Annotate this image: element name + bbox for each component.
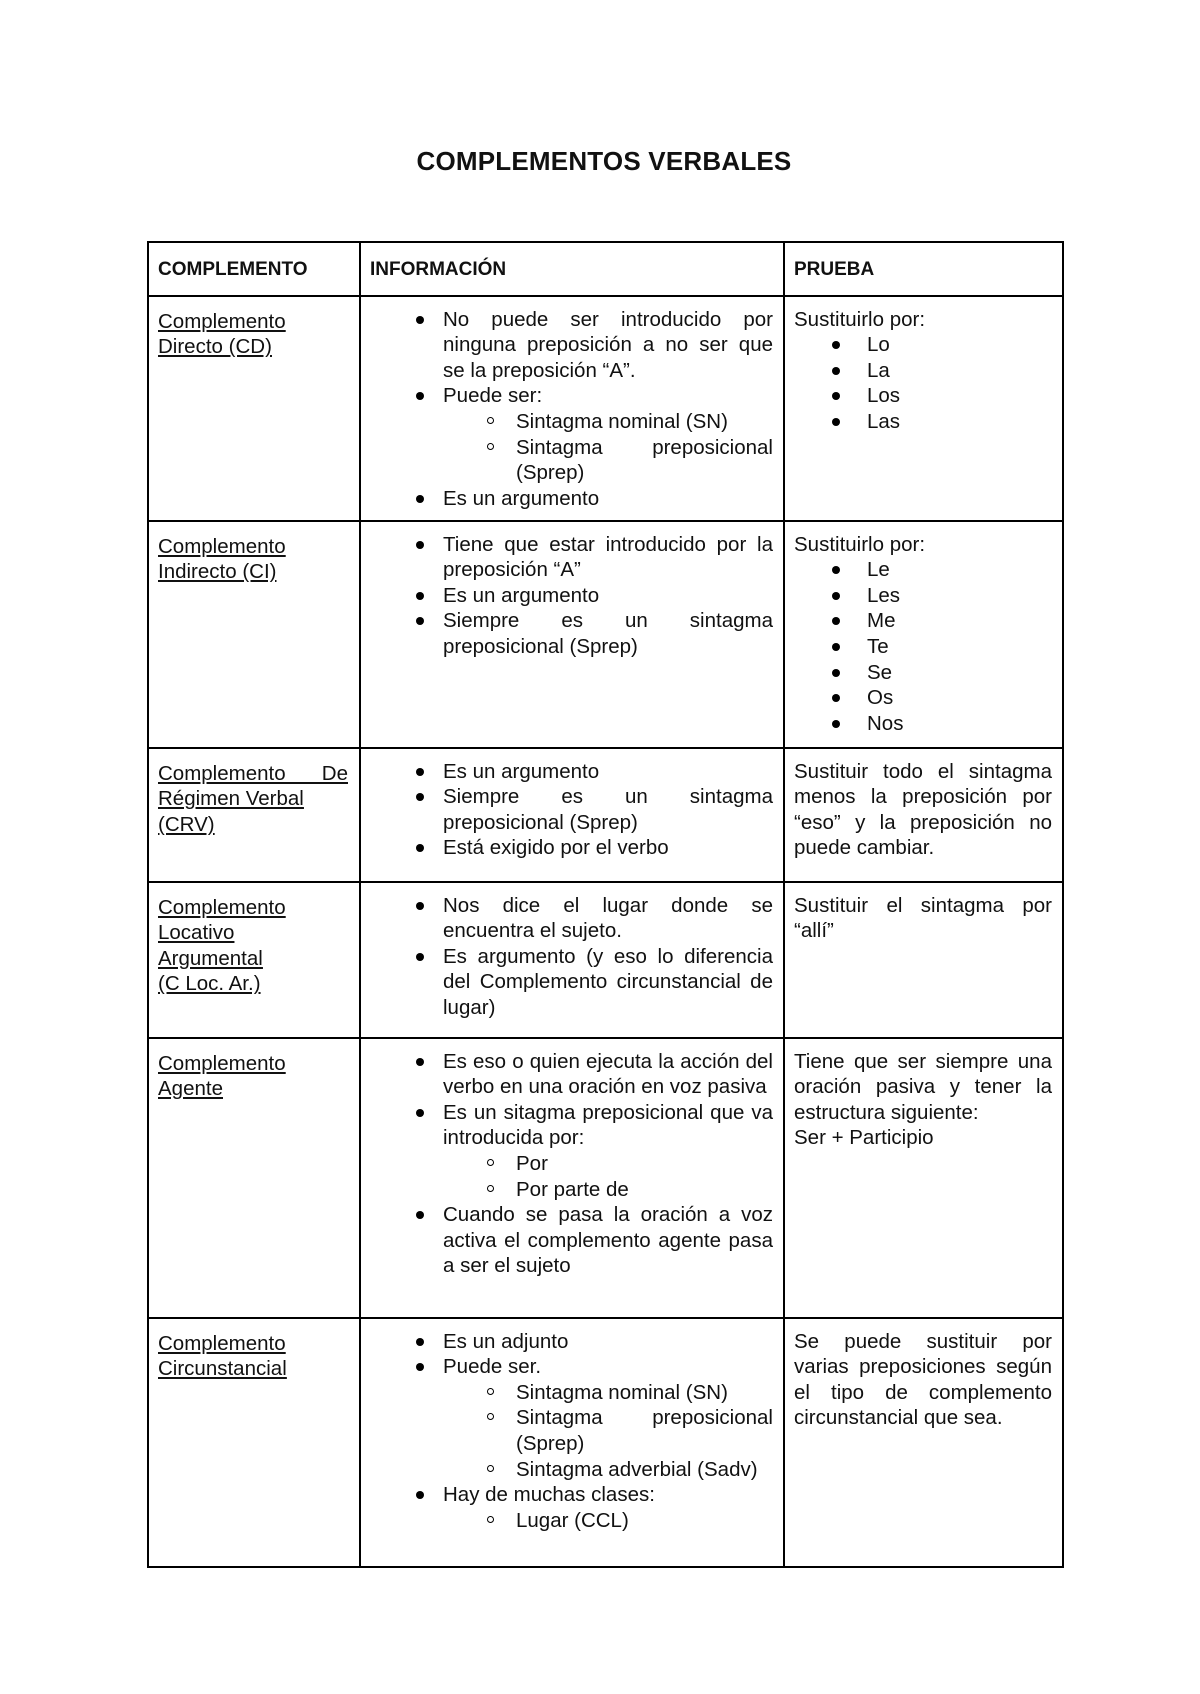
list-item: Es un argumento <box>370 759 773 785</box>
info-cell <box>360 521 784 748</box>
list-item: Las <box>794 409 1052 435</box>
list-item: Es argumento (y eso lo diferencia del Complemento circunstancial de lugar) <box>370 944 773 1021</box>
list-item: Os <box>794 685 1052 711</box>
table-row <box>148 882 1063 1038</box>
list-item: Los <box>794 383 1052 409</box>
complement-name: Complemento De Régimen Verbal (CRV) <box>158 761 348 836</box>
sub-list-item: Sintagma nominal (SN) <box>370 409 773 435</box>
info-cell <box>360 882 784 1038</box>
list-item: Te <box>794 634 1052 660</box>
list-item: Es un argumento <box>370 486 773 512</box>
header-complemento: COMPLEMENTO <box>148 242 360 296</box>
prueba-text: Sustituirlo por: <box>794 307 926 331</box>
table-row <box>148 296 1063 521</box>
list-item: Es un sitagma preposicional que va introducida por: Por Por parte de <box>370 1100 773 1202</box>
sub-list-item: Sintagma nominal (SN) <box>370 1380 773 1406</box>
prueba-cell <box>784 882 1063 1038</box>
prueba-list <box>794 557 1052 736</box>
info-list <box>370 532 773 660</box>
info-cell <box>360 296 784 521</box>
complement-name: Complemento Circunstancial <box>158 1331 287 1381</box>
list-item: Le <box>794 557 1052 583</box>
table-row <box>148 1038 1063 1318</box>
list-item: Está exigido por el verbo <box>370 835 773 861</box>
table-row <box>148 1318 1063 1567</box>
list-item: Les <box>794 583 1052 609</box>
info-cell <box>360 748 784 882</box>
page-title: COMPLEMENTOS VERBALES <box>416 146 792 176</box>
table-header-row <box>148 242 1063 296</box>
list-item: Tiene que estar introducido por la preposición “A” <box>370 532 773 583</box>
prueba-text: Sustituir todo el sintagma menos la preposición por “eso” y la preposición no puede cambiar. <box>794 759 1052 860</box>
list-item: Siempre es un sintagma preposicional (Sprep) <box>370 608 773 659</box>
info-list <box>370 307 773 512</box>
prueba-cell <box>784 748 1063 882</box>
info-list <box>370 759 773 861</box>
complement-name-cell <box>148 521 360 748</box>
prueba-cell <box>784 1038 1063 1318</box>
complement-name: Complemento Agente <box>158 1051 286 1101</box>
header-prueba: PRUEBA <box>784 242 1063 296</box>
list-item: Nos dice el lugar donde se encuentra el sujeto. <box>370 893 773 944</box>
info-cell <box>360 1318 784 1567</box>
table-row <box>148 521 1063 748</box>
prueba-list <box>794 332 1052 434</box>
sub-list-item: Sintagma preposicional (Sprep) <box>370 1405 773 1456</box>
info-list <box>370 893 773 1021</box>
list-item: Hay de muchas clases: Lugar (CCL) <box>370 1482 773 1533</box>
sub-list <box>370 1508 773 1534</box>
info-list <box>370 1049 773 1279</box>
list-item: Cuando se pasa la oración a voz activa el complemento agente pasa a ser el sujeto <box>370 1202 773 1279</box>
sub-list-item: Sintagma adverbial (Sadv) <box>370 1457 773 1483</box>
sub-list <box>370 409 773 486</box>
complement-name-cell <box>148 748 360 882</box>
prueba-text: Tiene que ser siempre una oración pasiva y tener la estructura siguiente: <box>794 1049 1052 1124</box>
complement-name-cell <box>148 882 360 1038</box>
table-row <box>148 748 1063 882</box>
complement-name-cell <box>148 296 360 521</box>
list-item: Puede ser. Sintagma nominal (SN) Sintagma preposicional (Sprep) Sintagma adverbial (Sadv) <box>370 1354 773 1482</box>
sub-list <box>370 1151 773 1202</box>
complement-name: Complemento Locativo Argumental (C Loc. Ar.) <box>158 895 286 996</box>
list-item: Es eso o quien ejecuta la acción del verbo en una oración en voz pasiva <box>370 1049 773 1100</box>
sub-list-item: Lugar (CCL) <box>370 1508 773 1534</box>
info-cell <box>360 1038 784 1318</box>
list-item: Es un argumento <box>370 583 773 609</box>
complementos-table <box>147 241 1064 1568</box>
header-informacion: INFORMACIÓN <box>360 242 784 296</box>
complement-name: Complemento Directo (CD) <box>158 309 286 359</box>
list-item: Se <box>794 660 1052 686</box>
sub-list <box>370 1380 773 1482</box>
info-list <box>370 1329 773 1534</box>
sub-list-item: Por <box>370 1151 773 1177</box>
complement-name-cell <box>148 1318 360 1567</box>
prueba-text: Sustituirlo por: <box>794 532 926 556</box>
list-item: Me <box>794 608 1052 634</box>
list-item: Nos <box>794 711 1052 737</box>
prueba-cell <box>784 296 1063 521</box>
prueba-cell <box>784 521 1063 748</box>
prueba-text: Sustituir el sintagma por “allí” <box>794 893 1052 943</box>
prueba-text: Se puede sustituir por varias preposiciones según el tipo de complemento circunstancial que sea. <box>794 1329 1052 1430</box>
list-item: Es un adjunto <box>370 1329 773 1355</box>
prueba-formula: Ser + Participio <box>794 1126 934 1150</box>
list-item: La <box>794 358 1052 384</box>
complement-name: Complemento Indirecto (CI) <box>158 534 286 584</box>
list-item: Puede ser: Sintagma nominal (SN) Sintagma preposicional (Sprep) <box>370 383 773 485</box>
sub-list-item: Por parte de <box>370 1177 773 1203</box>
prueba-cell <box>784 1318 1063 1567</box>
list-item: Lo <box>794 332 1052 358</box>
list-item: No puede ser introducido por ninguna preposición a no ser que se la preposición “A”. <box>370 307 773 384</box>
sub-list-item: Sintagma preposicional (Sprep) <box>370 435 773 486</box>
complement-name-cell <box>148 1038 360 1318</box>
list-item: Siempre es un sintagma preposicional (Sprep) <box>370 784 773 835</box>
